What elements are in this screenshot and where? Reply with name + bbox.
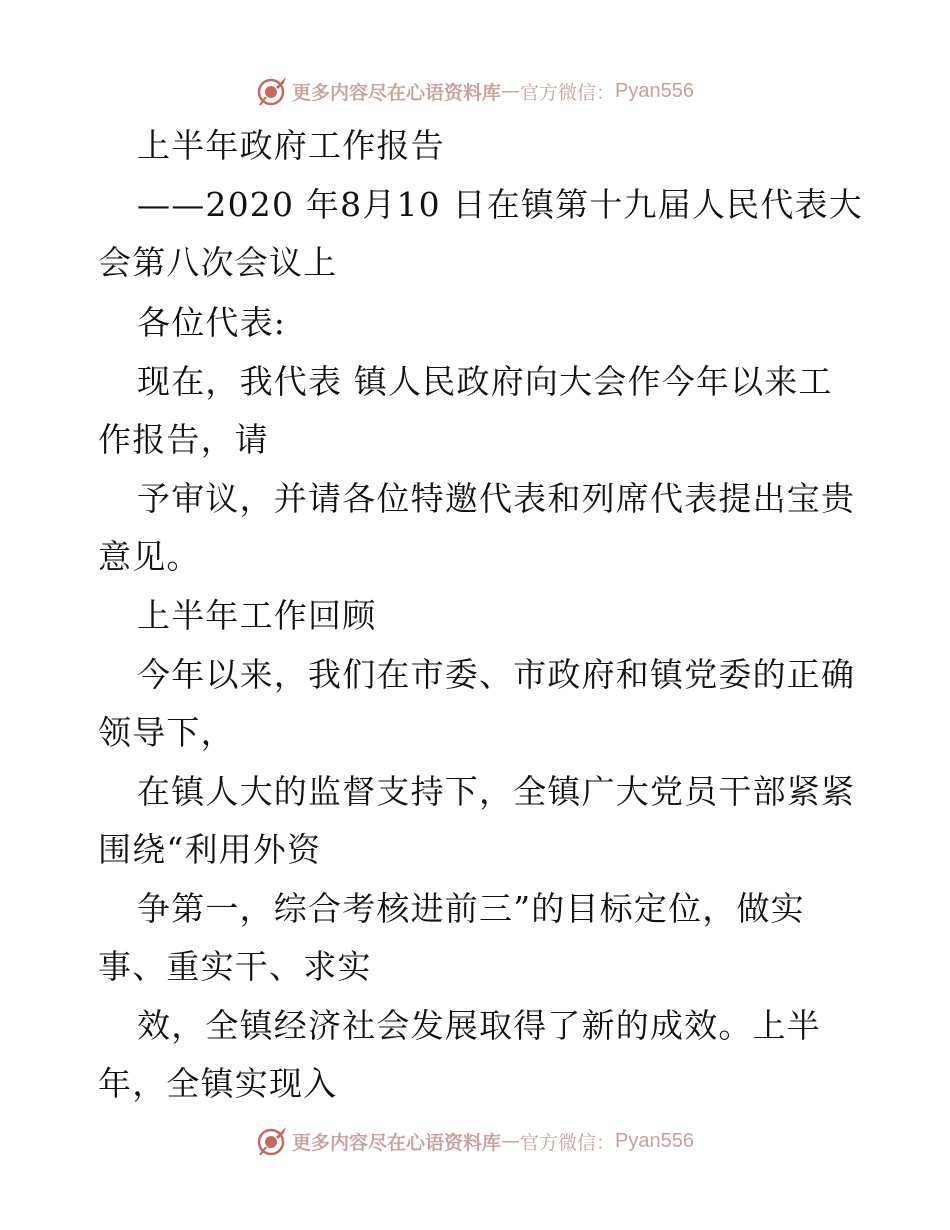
- banner-promo-text: 更多内容尽在心语资料库: [292, 1131, 502, 1154]
- paragraph-1-line-1: 现在，我代表 镇人民政府向大会作今年以来工: [137, 362, 833, 401]
- paragraph-2-line-1: 予审议，并请各位特邀代表和列席代表提出宝贵: [137, 479, 856, 518]
- paragraph-4-line-2: 围绕“利用外资: [98, 830, 322, 869]
- quill-seal-icon: [256, 1125, 288, 1157]
- paragraph-3-line-1: 今年以来，我们在市委、市政府和镇党委的正确: [137, 655, 856, 694]
- quill-seal-icon: [256, 75, 288, 107]
- paragraph-6-line-2: 年，全镇实现入: [98, 1064, 338, 1103]
- banner-wechat-label: 官方微信：: [520, 81, 616, 104]
- paragraph-6-line-1: 效，全镇经济社会发展取得了新的成效。上半: [137, 1006, 821, 1045]
- footer-banner: [0, 1121, 950, 1161]
- subtitle-line-2: 会第八次会议上: [98, 243, 338, 282]
- banner-wechat-id: Pyan556: [615, 79, 694, 102]
- paragraph-5-line-1: 争第一，综合考核进前三”的目标定位，做实: [137, 889, 805, 928]
- paragraph-3-line-2: 领导下，: [98, 713, 235, 752]
- header-banner: [0, 71, 950, 111]
- banner-separator: —: [501, 80, 521, 102]
- salutation: 各位代表:: [137, 303, 287, 342]
- banner-separator: —: [501, 1130, 521, 1152]
- banner-wechat-id: Pyan556: [615, 1129, 694, 1152]
- subtitle-line-1: ——2020 年8月10 日在镇第十九届人民代表大: [137, 185, 863, 224]
- paragraph-4-line-1: 在镇人大的监督支持下，全镇广大党员干部紧紧: [137, 772, 856, 811]
- section-heading: 上半年工作回顾: [137, 596, 377, 635]
- paragraph-5-line-2: 事、重实干、求实: [98, 947, 372, 986]
- banner-wechat-label: 官方微信：: [520, 1131, 616, 1154]
- paragraph-1-line-2: 作报告，请: [98, 420, 269, 459]
- document-title: 上半年政府工作报告: [137, 126, 445, 165]
- paragraph-2-line-2: 意见。: [98, 537, 201, 576]
- banner-promo-text: 更多内容尽在心语资料库: [292, 81, 502, 104]
